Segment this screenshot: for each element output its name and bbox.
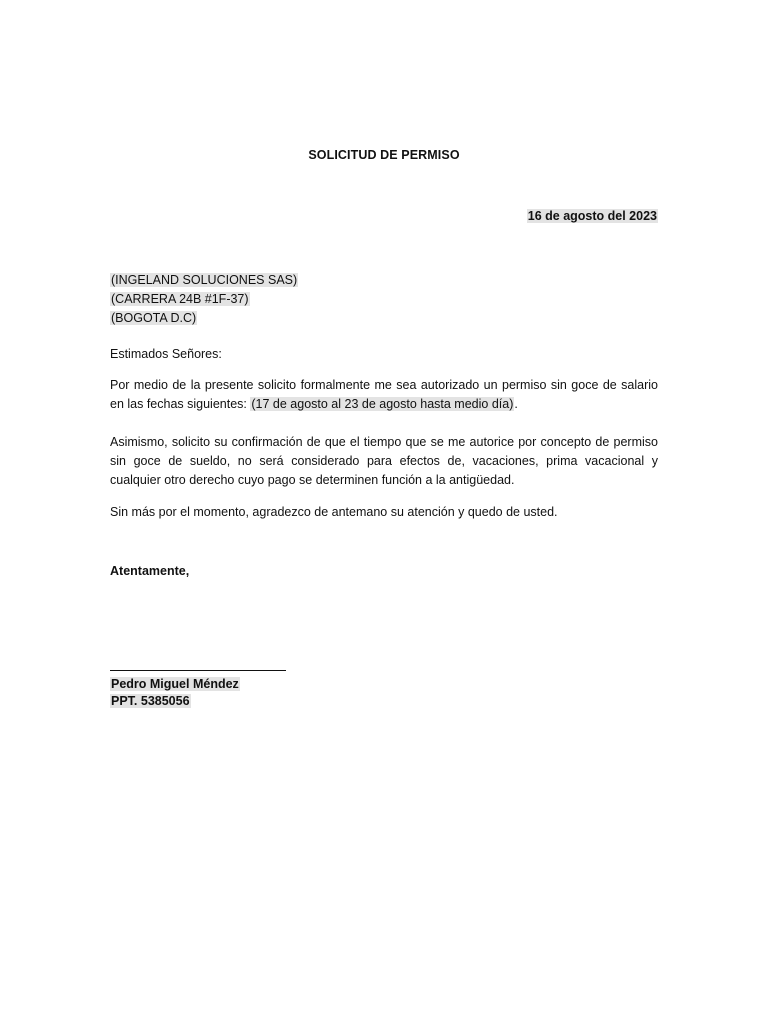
document-title: SOLICITUD DE PERMISO xyxy=(308,148,460,162)
recipient-street-line xyxy=(110,290,298,309)
signer-id: PPT. 5385056 xyxy=(111,694,190,708)
paragraph-request-text: Por medio de la presente solicito formalmente me sea autorizado un permiso sin goce de salario en las fechas siguientes: xyxy=(110,378,658,411)
paragraph-request xyxy=(110,376,658,414)
recipient-company-line xyxy=(110,271,298,290)
recipient-city: (BOGOTA D.C) xyxy=(111,311,197,325)
signer-name-line xyxy=(110,676,240,693)
paragraph-thanks: Sin más por el momento, agradezco de antemano su atención y quedo de usted. xyxy=(110,505,558,519)
paragraph-request-end: . xyxy=(514,397,518,411)
closing: Atentamente, xyxy=(110,564,190,578)
salutation: Estimados Señores: xyxy=(110,347,222,361)
recipient-street: (CARRERA 24B #1F-37) xyxy=(111,292,249,306)
letter-date xyxy=(527,209,658,223)
signer-id-line xyxy=(110,693,240,710)
paragraph-confirmation: Asimismo, solicito su confirmación de que el tiempo que se me autorice por concepto de permiso sin goce de sueldo, no será considerado para efectos de, vacaciones, prima vacacional y cualquier otro derecho cuyo pago se determinen función a la antigüedad. xyxy=(110,435,658,487)
recipient-city-line xyxy=(110,309,298,328)
recipient-address xyxy=(110,271,298,328)
signature-block xyxy=(110,676,240,710)
date-text: 16 de agosto del 2023 xyxy=(527,209,657,223)
signature-line xyxy=(110,670,286,671)
requested-dates: (17 de agosto al 23 de agosto hasta medio día) xyxy=(251,397,514,411)
signer-name: Pedro Miguel Méndez xyxy=(111,677,239,691)
recipient-company: (INGELAND SOLUCIONES SAS) xyxy=(111,273,298,287)
